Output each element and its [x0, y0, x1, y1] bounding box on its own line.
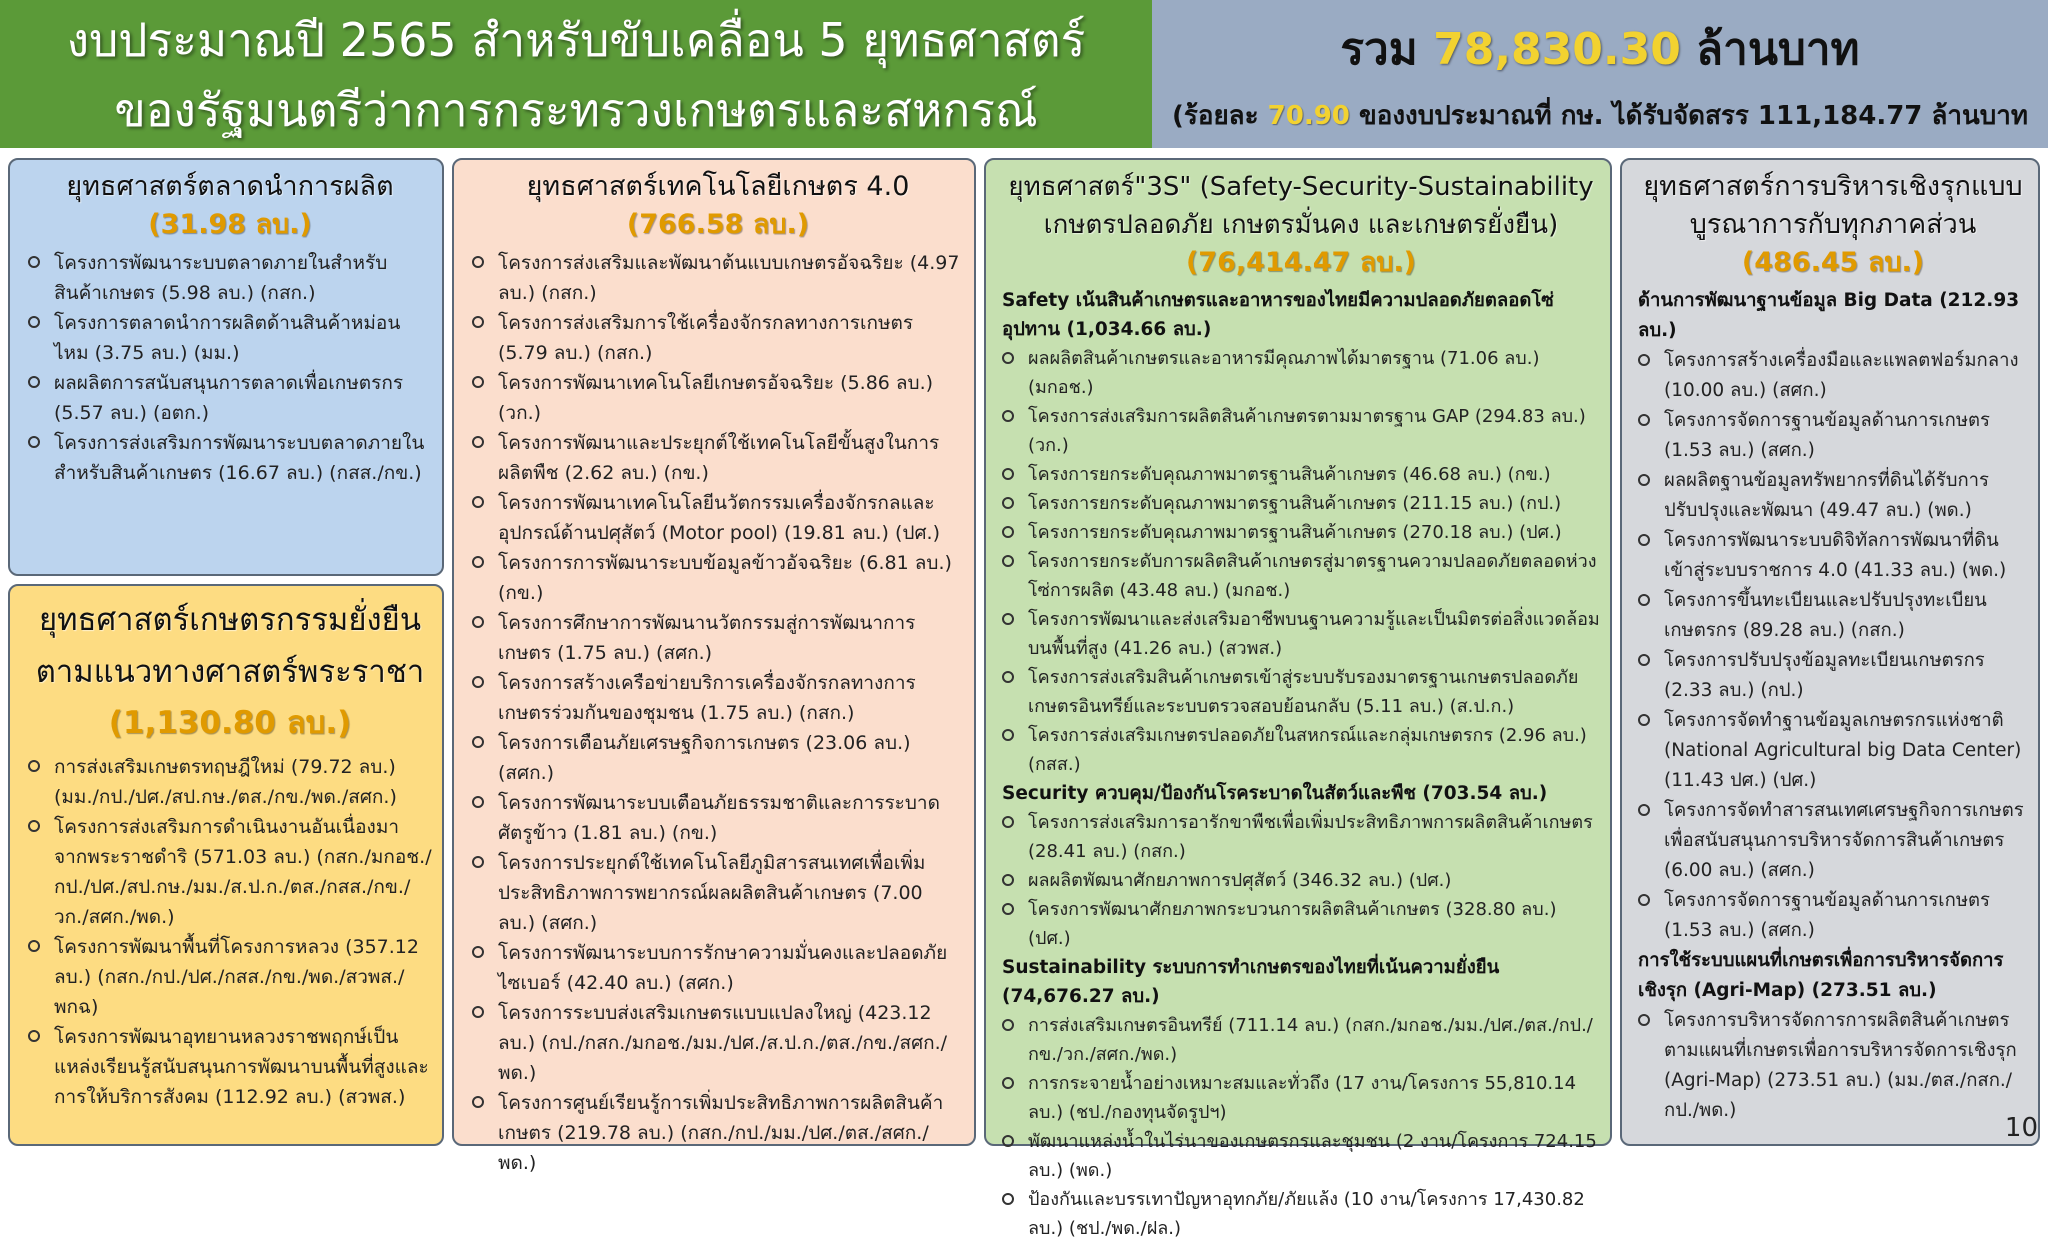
list-item — [1002, 895, 1600, 953]
list-item-text: โครงการส่งเสริมเกษตรปลอดภัยในสหกรณ์และกลุ่มเกษตรกร (2.96 ลบ.) (กสส.) — [1028, 725, 1587, 775]
page-number: 10 — [2004, 1113, 2038, 1143]
list-item — [1002, 1127, 1600, 1185]
list-item — [28, 1022, 432, 1112]
circle-bullet-icon — [472, 946, 484, 958]
project-list — [472, 248, 964, 1178]
list-item — [1638, 526, 2028, 586]
list-item-text: ป้องกันและบรรเทาปัญหาอุทกภัย/ภัยแล้ง (10 งาน/โครงการ 17,430.82 ลบ.) (ชป./พด./ฝล.) — [1028, 1189, 1585, 1239]
list-item — [1638, 646, 2028, 706]
list-item — [472, 668, 964, 728]
panel-budget: (31.98 ลบ.) — [148, 209, 312, 240]
list-item — [1002, 721, 1600, 779]
list-item-text: โครงการส่งเสริมการผลิตสินค้าเกษตรตามมาตรฐาน GAP (294.83 ลบ.) (วก.) — [1028, 406, 1586, 456]
circle-bullet-icon — [472, 736, 484, 748]
total-prefix: รวม — [1340, 24, 1434, 75]
list-item-text: โครงการพัฒนาอุทยานหลวงราชพฤกษ์เป็นแหล่งเรียนรู้สนับสนุนการพัฒนาบนพื้นที่สูงและการให้บริการสังคม (112.92 ลบ.) (สวพส.) — [54, 1026, 429, 1108]
list-item — [1002, 489, 1600, 518]
circle-bullet-icon — [1002, 613, 1014, 625]
panel-title-line-1: ยุทธศาสตร์การบริหารเชิงรุกแบบ — [1643, 171, 2023, 202]
list-item — [1638, 586, 2028, 646]
circle-bullet-icon — [1002, 729, 1014, 741]
list-item-text: โครงการพัฒนาระบบเตือนภัยธรรมชาติและการระบาดศัตรูข้าว (1.81 ลบ.) (กข.) — [498, 792, 940, 844]
list-item-text: โครงการพัฒนาระบบการรักษาความมั่นคงและปลอดภัยไซเบอร์ (42.40 ลบ.) (สศก.) — [498, 942, 948, 994]
circle-bullet-icon — [1638, 894, 1650, 906]
circle-bullet-icon — [1002, 1135, 1014, 1147]
circle-bullet-icon — [1638, 654, 1650, 666]
list-item-text: โครงการส่งเสริมสินค้าเกษตรเข้าสู่ระบบรับรองมาตรฐานเกษตรปลอดภัยเกษตรอินทรีย์และระบบตรวจสอบย้อนกลับ (5.11 ลบ.) (ส.ป.ก.) — [1028, 667, 1579, 717]
list-item — [472, 548, 964, 608]
circle-bullet-icon — [28, 940, 40, 952]
list-item-text: โครงการพัฒนาระบบตลาดภายในสำหรับสินค้าเกษตร (5.98 ลบ.) (กสก.) — [54, 252, 388, 304]
circle-bullet-icon — [28, 436, 40, 448]
list-item — [1638, 466, 2028, 526]
list-item-text: โครงการยกระดับคุณภาพมาตรฐานสินค้าเกษตร (211.15 ลบ.) (กป.) — [1028, 493, 1562, 514]
big-data-list — [1638, 346, 2028, 946]
list-item — [1638, 406, 2028, 466]
total-suffix: ล้านบาท — [1680, 24, 1860, 75]
list-item — [472, 788, 964, 848]
list-item-text: โครงการศึกษาการพัฒนานวัตกรรมสู่การพัฒนาการเกษตร (1.75 ลบ.) (สศก.) — [498, 612, 916, 664]
list-item-text: โครงการเตือนภัยเศรษฐกิจการเกษตร (23.06 ลบ.) (สศก.) — [498, 732, 911, 784]
list-item-text: โครงการพัฒนาเทคโนโลยีเกษตรอัจฉริยะ (5.86 ลบ.) (วก.) — [498, 372, 934, 424]
list-item — [1002, 1069, 1600, 1127]
panel-title-line-1: ยุทธศาสตร์เกษตรกรรมยั่งยืน — [38, 602, 422, 638]
circle-bullet-icon — [28, 1030, 40, 1042]
list-item — [472, 848, 964, 938]
circle-bullet-icon — [472, 316, 484, 328]
circle-bullet-icon — [472, 256, 484, 268]
list-item-text: โครงการระบบส่งเสริมเกษตรแบบแปลงใหญ่ (423.12 ลบ.) (กป./กสก./มกอช./มม./ปศ./ส.ป.ก./ตส./กข./สศก./พด.) — [498, 1002, 948, 1084]
total-value: 78,830.30 — [1433, 24, 1681, 75]
circle-bullet-icon — [1002, 874, 1014, 886]
circle-bullet-icon — [1638, 474, 1650, 486]
list-item-text: พัฒนาแหล่งน้ำในไร่นาของเกษตรกรและชุมชน (2 งาน/โครงการ 724.15 ลบ.) (พด.) — [1028, 1131, 1597, 1181]
panel-budget: (1,130.80 ลบ.) — [108, 705, 352, 741]
panel-title-line-2: ตามแนวทางศาสตร์พระราชา — [35, 654, 425, 690]
circle-bullet-icon — [1638, 414, 1650, 426]
title-banner — [0, 0, 1152, 148]
sustainability-heading: Sustainability ระบบการทำเกษตรของไทยที่เน้นความยั่งยืน (74,676.27 ลบ.) — [1002, 957, 1500, 1007]
circle-bullet-icon — [1638, 804, 1650, 816]
panel-title-line-2: เกษตรปลอดภัย เกษตรมั่นคง และเกษตรยั่งยืน) — [1043, 210, 1559, 240]
security-heading: Security ควบคุม/ป้องกันโรคระบาดในสัตว์และพืช (703.54 ลบ.) — [1002, 783, 1548, 804]
list-item — [1002, 1011, 1600, 1069]
list-item — [1638, 886, 2028, 946]
list-item — [472, 728, 964, 788]
market-strategy-panel — [8, 158, 444, 576]
list-item — [1002, 518, 1600, 547]
list-item — [1002, 344, 1600, 402]
list-item — [28, 368, 432, 428]
circle-bullet-icon — [1002, 816, 1014, 828]
circle-bullet-icon — [472, 676, 484, 688]
list-item-text: ผลผลิตฐานข้อมูลทรัพยากรที่ดินได้รับการปรับปรุงและพัฒนา (49.47 ลบ.) (พด.) — [1664, 470, 1989, 521]
list-item-text: โครงการพัฒนาพื้นที่โครงการหลวง (357.12 ลบ.) (กสก./กป./ปศ./กสส./กข./พด./สวพส./พกฉ) — [54, 936, 419, 1018]
circle-bullet-icon — [1002, 555, 1014, 567]
circle-bullet-icon — [472, 796, 484, 808]
total-budget — [1152, 20, 2048, 80]
list-item — [1002, 663, 1600, 721]
circle-bullet-icon — [1638, 594, 1650, 606]
circle-bullet-icon — [1638, 1014, 1650, 1026]
list-item-text: โครงการส่งเสริมและพัฒนาต้นแบบเกษตรอัจฉริยะ (4.97 ลบ.) (กสก.) — [498, 252, 960, 304]
title-line-2: ของรัฐมนตรีว่าการกระทรวงเกษตรและสหกรณ์ — [114, 83, 1038, 137]
panel-title-line-2: บูรณาการกับทุกภาคส่วน — [1689, 209, 1977, 240]
list-item — [472, 368, 964, 428]
panel-budget: (76,414.47 ลบ.) — [1185, 247, 1417, 278]
list-item-text: โครงการสร้างเครือข่ายบริการเครื่องจักรกลทางการเกษตรร่วมกันของชุมชน (1.75 ลบ.) (กสก.) — [498, 672, 916, 724]
list-item — [1638, 706, 2028, 796]
project-list — [28, 248, 432, 488]
circle-bullet-icon — [1002, 903, 1014, 915]
list-item-text: การส่งเสริมเกษตรอินทรีย์ (711.14 ลบ.) (กสก./มกอช./มม./ปศ./ตส./กป./กข./วก./สศก./พด.) — [1028, 1015, 1593, 1065]
list-item-text: โครงการพัฒนาและประยุกต์ใช้เทคโนโลยีขั้นสูงในการผลิตพืช (2.62 ลบ.) (กข.) — [498, 432, 940, 484]
list-item — [1002, 1185, 1600, 1243]
security-list — [1002, 808, 1600, 953]
list-item-text: โครงการขึ้นทะเบียนและปรับปรุงทะเบียนเกษตรกร (89.28 ลบ.) (กสก.) — [1664, 590, 1987, 641]
circle-bullet-icon — [28, 760, 40, 772]
list-item-text: โครงการปรับปรุงข้อมูลทะเบียนเกษตรกร (2.33 ลบ.) (กป.) — [1664, 650, 1985, 701]
list-item-text: โครงการพัฒนาและส่งเสริมอาชีพบนฐานความรู้และเป็นมิตรต่อสิ่งแวดล้อมบนพื้นที่สูง (41.26 ลบ.) (สวพส.) — [1028, 609, 1600, 659]
list-item — [1002, 605, 1600, 663]
list-item — [28, 308, 432, 368]
list-item — [28, 752, 432, 812]
circle-bullet-icon — [1002, 410, 1014, 422]
list-item-text: โครงการพัฒนาเทคโนโลยีนวัตกรรมเครื่องจักรกลและอุปกรณ์ด้านปศุสัตว์ (Motor pool) (19.81 ลบ.) (ปศ.) — [498, 492, 940, 544]
list-item-text: โครงการพัฒนาระบบดิจิทัลการพัฒนาที่ดินเข้าสู่ระบบราชการ 4.0 (41.33 ลบ.) (พด.) — [1664, 530, 2007, 581]
safety-list — [1002, 344, 1600, 779]
list-item — [1002, 402, 1600, 460]
panel-budget: (766.58 ลบ.) — [626, 209, 810, 240]
circle-bullet-icon — [1638, 354, 1650, 366]
list-item-text: โครงการตลาดนำการผลิตด้านสินค้าหม่อนไหม (3.75 ลบ.) (มม.) — [54, 312, 401, 364]
list-item — [472, 308, 964, 368]
list-item-text: โครงการจัดการฐานข้อมูลด้านการเกษตร (1.53 ลบ.) (สศก.) — [1664, 410, 1990, 461]
list-item — [472, 488, 964, 548]
panel-budget: (486.45 ลบ.) — [1741, 247, 1925, 278]
circle-bullet-icon — [1002, 1019, 1014, 1031]
list-item-text: โครงการจัดทำสารสนเทศเศรษฐกิจการเกษตร เพื่อสนับสนุนการบริหารจัดการสินค้าเกษตร (6.00 ลบ.) (สศก.) — [1664, 800, 2024, 881]
list-item-text: โครงการส่งเสริมการใช้เครื่องจักรกลทางการเกษตร (5.79 ลบ.) (กสก.) — [498, 312, 914, 364]
circle-bullet-icon — [472, 1096, 484, 1108]
list-item — [472, 608, 964, 668]
circle-bullet-icon — [1638, 534, 1650, 546]
total-percent-note — [1152, 96, 2048, 136]
agri-map-heading: การใช้ระบบแผนที่เกษตรเพื่อการบริหารจัดการเชิงรุก (Agri-Map) (273.51 ลบ.) — [1638, 950, 2004, 1001]
big-data-heading: ด้านการพัฒนาฐานข้อมูล Big Data (212.93 ลบ.) — [1638, 290, 2020, 341]
list-item — [1638, 346, 2028, 406]
sub-prefix: (ร้อยละ — [1171, 101, 1268, 131]
list-item-text: โครงการส่งเสริมการพัฒนาระบบตลาดภายในสำหรับสินค้าเกษตร (16.67 ลบ.) (กสส./กข.) — [54, 432, 425, 484]
list-item — [472, 938, 964, 998]
circle-bullet-icon — [28, 820, 40, 832]
list-item-text: โครงการจัดการฐานข้อมูลด้านการเกษตร (1.53 ลบ.) (สศก.) — [1664, 890, 1990, 941]
agri-tech-panel — [452, 158, 976, 1174]
list-item-text: ผลผลิตการสนับสนุนการตลาดเพื่อเกษตรกร (5.57 ลบ.) (อตก.) — [54, 372, 404, 424]
list-item-text: โครงการยกระดับคุณภาพมาตรฐานสินค้าเกษตร (46.68 ลบ.) (กข.) — [1028, 464, 1551, 485]
circle-bullet-icon — [1638, 714, 1650, 726]
three-s-panel — [984, 158, 1612, 1239]
list-item — [472, 1088, 964, 1178]
list-item — [1638, 1006, 2028, 1126]
circle-bullet-icon — [472, 1006, 484, 1018]
project-list — [28, 752, 432, 1112]
list-item — [472, 428, 964, 488]
circle-bullet-icon — [1002, 1077, 1014, 1089]
list-item — [1002, 866, 1600, 895]
panel-title: ยุทธศาสตร์เทคโนโลยีเกษตร 4.0 — [526, 171, 910, 202]
circle-bullet-icon — [472, 436, 484, 448]
list-item — [472, 248, 964, 308]
list-item-text: โครงการศูนย์เรียนรู้การเพิ่มประสิทธิภาพการผลิตสินค้าเกษตร (219.78 ลบ.) (กสก./กป./มม./ปศ./ตส./สศก./พด.) — [498, 1092, 944, 1174]
list-item-text: โครงการการพัฒนาระบบข้อมูลข้าวอัจฉริยะ (6.81 ลบ.) (กข.) — [498, 552, 952, 604]
circle-bullet-icon — [1002, 352, 1014, 364]
panel-title: ยุทธศาสตร์ตลาดนำการผลิต — [66, 171, 394, 202]
sustainable-agriculture-panel — [8, 584, 444, 1146]
safety-heading: Safety เน้นสินค้าเกษตรและอาหารของไทยมีความปลอดภัยตลอดโซ่อุปทาน (1,034.66 ลบ.) — [1002, 290, 1554, 340]
title-line-1: งบประมาณปี 2565 สำหรับขับเคลื่อน 5 ยุทธศาสตร์ — [66, 13, 1086, 67]
circle-bullet-icon — [28, 316, 40, 328]
circle-bullet-icon — [1002, 497, 1014, 509]
circle-bullet-icon — [472, 496, 484, 508]
list-item — [28, 428, 432, 488]
circle-bullet-icon — [472, 556, 484, 568]
list-item — [1002, 547, 1600, 605]
list-item-text: โครงการยกระดับการผลิตสินค้าเกษตรสู่มาตรฐานความปลอดภัยตลอดห่วงโซ่การผลิต (43.48 ลบ.) (มกอช.) — [1028, 551, 1597, 601]
circle-bullet-icon — [472, 376, 484, 388]
list-item-text: โครงการบริหารจัดการการผลิตสินค้าเกษตรตามแผนที่เกษตรเพื่อการบริหารจัดการเชิงรุก (Agri-Map) (273.51 ลบ.) (มม./ตส./กสก./กป./พด.) — [1664, 1010, 2017, 1121]
list-item — [1002, 808, 1600, 866]
circle-bullet-icon — [1002, 468, 1014, 480]
circle-bullet-icon — [28, 376, 40, 388]
circle-bullet-icon — [1002, 671, 1014, 683]
list-item-text: การกระจายน้ำอย่างเหมาะสมและทั่วถึง (17 งาน/โครงการ 55,810.14 ลบ.) (ชป./กองทุนจัดรูปฯ) — [1028, 1073, 1577, 1123]
list-item — [28, 812, 432, 932]
proactive-admin-panel — [1620, 158, 2040, 1146]
total-banner — [1152, 0, 2048, 148]
circle-bullet-icon — [1002, 526, 1014, 538]
list-item — [472, 998, 964, 1088]
list-item-text: โครงการส่งเสริมการดำเนินงานอันเนื่องมาจากพระราชดำริ (571.03 ลบ.) (กสก./มกอช./กป./ปศ./สป.กษ./มม./ส.ป.ก./ตส./กสส./กข./วก./สศก./พด.) — [54, 816, 432, 928]
sub-suffix: ของงบประมาณที่ กษ. ได้รับจัดสรร 111,184.77 ล้านบาท — [1349, 101, 2028, 131]
percent-value: 70.90 — [1267, 101, 1350, 131]
list-item-text: ผลผลิตพัฒนาศักยภาพการปศุสัตว์ (346.32 ลบ.) (ปศ.) — [1028, 870, 1452, 891]
list-item-text: โครงการจัดทำฐานข้อมูลเกษตรกรแห่งชาติ (National Agricultural big Data Center) (11.43 ปศ.) (ปศ.) — [1664, 710, 2022, 791]
list-item — [1002, 460, 1600, 489]
list-item — [28, 248, 432, 308]
list-item-text: โครงการประยุกต์ใช้เทคโนโลยีภูมิสารสนเทศเพื่อเพิ่มประสิทธิภาพการพยากรณ์ผลผลิตสินค้าเกษตร (7.00 ลบ.) (สศก.) — [498, 852, 926, 934]
list-item — [1638, 796, 2028, 886]
list-item-text: ผลผลิตสินค้าเกษตรและอาหารมีคุณภาพได้มาตรฐาน (71.06 ลบ.) (มกอช.) — [1028, 348, 1540, 398]
agri-map-list — [1638, 1006, 2028, 1126]
list-item-text: โครงการยกระดับคุณภาพมาตรฐานสินค้าเกษตร (270.18 ลบ.) (ปศ.) — [1028, 522, 1562, 543]
circle-bullet-icon — [472, 616, 484, 628]
list-item-text: โครงการส่งเสริมการอารักขาพืชเพื่อเพิ่มประสิทธิภาพการผลิตสินค้าเกษตร (28.41 ลบ.) (กสก.) — [1028, 812, 1593, 862]
circle-bullet-icon — [472, 856, 484, 868]
list-item-text: โครงการสร้างเครื่องมือและแพลตฟอร์มกลาง (10.00 ลบ.) (สศก.) — [1664, 350, 2019, 401]
circle-bullet-icon — [1002, 1193, 1014, 1205]
list-item-text: โครงการพัฒนาศักยภาพกระบวนการผลิตสินค้าเกษตร (328.80 ลบ.) (ปศ.) — [1028, 899, 1557, 949]
list-item — [28, 932, 432, 1022]
sustainability-list — [1002, 1011, 1600, 1243]
circle-bullet-icon — [28, 256, 40, 268]
panel-title-line-1: ยุทธศาสตร์"3S" (Safety-Security-Sustainability — [1008, 172, 1594, 202]
list-item-text: การส่งเสริมเกษตรทฤษฎีใหม่ (79.72 ลบ.) (มม./กป./ปศ./สป.กษ./ตส./กข./พด./สศก.) — [54, 756, 397, 808]
